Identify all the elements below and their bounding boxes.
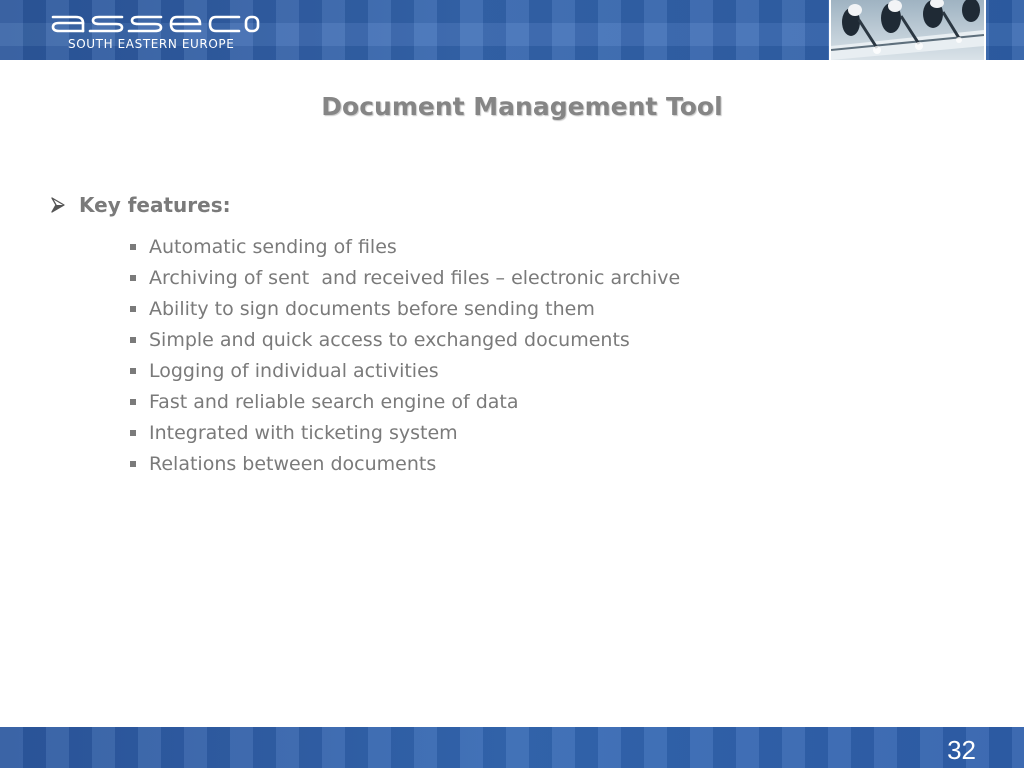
- rowers-illustration: [831, 0, 984, 60]
- logo-subtitle: SOUTH EASTERN EUROPE: [68, 37, 235, 51]
- list-item: [129, 420, 680, 451]
- list-item-text: Fast and reliable search engine of data: [149, 391, 519, 413]
- square-bullet-icon: [130, 306, 136, 312]
- square-bullet-icon: [130, 461, 136, 467]
- list-item-text: Logging of individual activities: [149, 360, 439, 382]
- list-item: [129, 265, 680, 296]
- square-bullet-icon: [130, 368, 136, 374]
- square-bullet-icon: [130, 430, 136, 436]
- list-item-text: Archiving of sent and received files – electronic archive: [149, 267, 681, 289]
- list-item-text: Ability to sign documents before sending them: [149, 298, 595, 320]
- list-item: [129, 234, 680, 265]
- asseco-wordmark: [50, 10, 260, 36]
- dragon-boat-rowers-photo: [829, 0, 986, 60]
- square-bullet-icon: [130, 337, 136, 343]
- list-item: [129, 389, 680, 420]
- slide-title: Document Management Tool: [321, 92, 723, 121]
- square-bullet-icon: [130, 399, 136, 405]
- square-bullet-icon: [130, 275, 136, 281]
- list-item: [129, 296, 680, 327]
- list-item: [129, 327, 680, 358]
- square-bullet-icon: [130, 244, 136, 250]
- list-item: [129, 451, 680, 482]
- footer-band: [0, 727, 1024, 768]
- list-item-text: Relations between documents: [149, 453, 437, 475]
- header-band: [0, 0, 1024, 60]
- list-item-text: Simple and quick access to exchanged documents: [149, 329, 630, 351]
- list-item: [129, 358, 680, 389]
- arrow-bullet-icon: [50, 197, 66, 213]
- section-heading: Key features:: [79, 193, 231, 217]
- list-item-text: Integrated with ticketing system: [149, 422, 458, 444]
- page-number: 32: [947, 735, 976, 765]
- asseco-logo: [50, 10, 260, 56]
- list-item-text: Automatic sending of files: [149, 236, 397, 258]
- feature-list: [129, 234, 680, 482]
